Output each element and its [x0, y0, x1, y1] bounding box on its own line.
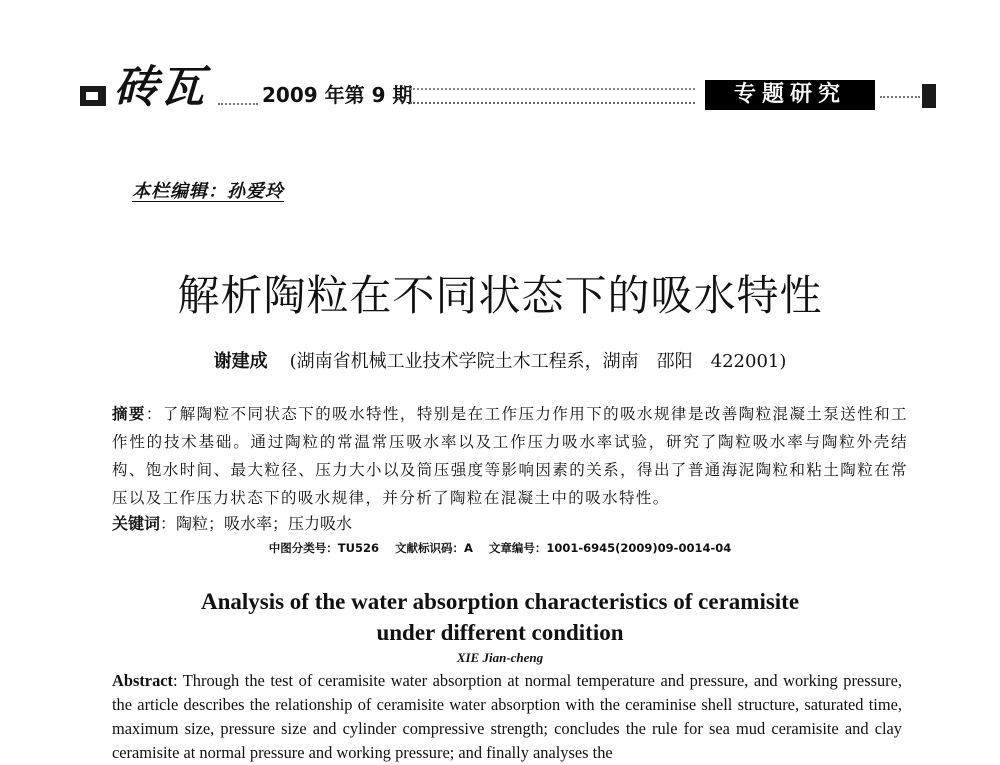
header-dotted-rule-top [410, 88, 695, 90]
editor-name: 孙爱玲 [227, 181, 284, 202]
issue-info: 2009 年第 9 期 [262, 83, 413, 107]
column-tag: 专题研究 [705, 80, 875, 110]
abstract-text-en: Through the test of ceramisite water absorption at normal temperature and pressure, and working pressure, the article describes the relationship of ceramisite water absorption with the ceraminise shell structure, saturated time, maximum size, pressure size and cylinder compressive strength; concludes the rule for sea mud ceramisite and clay ceramisite at normal pressure and working pressure; and finally analyses the [112, 671, 902, 762]
article-title-en [0, 586, 1000, 648]
header-dotted-rule-bottom [410, 102, 695, 104]
column-editor: 本栏编辑：孙爱玲 [132, 181, 284, 202]
author-name-cn: 谢建成 [213, 351, 268, 372]
abstract-en: Abstract: Through the test of ceramisite water absorption at normal temperature and pressure, and working pressure, the article describes the relationship of ceramisite water absorption with the ceraminise shell structure, saturated time, maximum size, pressure size and cylinder compressive strength; concludes the rule for sea mud ceramisite and clay ceramisite at normal pressure and working pressure; and finally analyses the [112, 671, 902, 762]
abstract-cn: 摘要：了解陶粒不同状态下的吸水特性，特别是在工作压力作用下的吸水规律是改善陶粒混凝土泵送性和工作性的技术基础。通过陶粒的常温常压吸水率以及工作压力吸水率试验，研究了陶粒吸水率与陶粒外壳结构、饱水时间、最大粒径、压力大小以及筒压强度等影响因素的关系，得出了普通海泥陶粒和粘土陶粒在常压以及工作压力状态下的吸水规律，并分析了陶粒在混凝土中的吸水特性。 [112, 405, 908, 507]
keywords-cn: 关键词：陶粒；吸水率；压力吸水 [112, 514, 353, 533]
editor-label: 本栏编辑 [132, 181, 208, 202]
keywords-text-cn: 陶粒；吸水率；压力吸水 [176, 514, 353, 533]
classification-line [0, 539, 1000, 557]
header-ornament-right [922, 84, 936, 108]
title-en-line-1: Analysis of the water absorption characteristics of ceramisite [200, 589, 800, 614]
abstract-text-cn: 了解陶粒不同状态下的吸水特性，特别是在工作压力作用下的吸水规律是改善陶粒混凝土泵送性和工作性的技术基础。通过陶粒的常温常压吸水率以及工作压力吸水率试验，研究了陶粒吸水率与陶粒外壳结构、饱水时间、最大粒径、压力大小以及筒压强度等影响因素的关系，得出了普通海泥陶粒和粘土陶粒在常压以及工作压力状态下的吸水规律，并分析了陶粒在混凝土中的吸水特性。 [112, 405, 908, 507]
author-line [0, 350, 1000, 374]
header-dotted-rule-small [218, 103, 258, 105]
journal-name: 砖瓦 [114, 62, 206, 113]
keywords-label-cn: 关键词 [112, 514, 161, 533]
abstract-label-cn: 摘要 [112, 405, 146, 423]
article-title-cn: 解析陶粒在不同状态下的吸水特性 [177, 271, 823, 320]
author-affiliation-cn: (湖南省机械工业技术学院土木工程系，湖南 邵阳 422001) [289, 351, 787, 372]
header-dotted-rule-right [880, 96, 920, 98]
header-ornament-left [80, 86, 106, 106]
author-name-en: XIE Jian-cheng [456, 650, 544, 665]
classification-number: 中图分类号：TU526 [268, 541, 379, 555]
abstract-label-en: Abstract [112, 671, 173, 690]
document-code: 文献标识码：A [394, 541, 473, 555]
article-number: 文章编号：1001-6945(2009)09-0014-04 [488, 541, 732, 555]
title-en-line-2: under different condition [376, 620, 624, 645]
